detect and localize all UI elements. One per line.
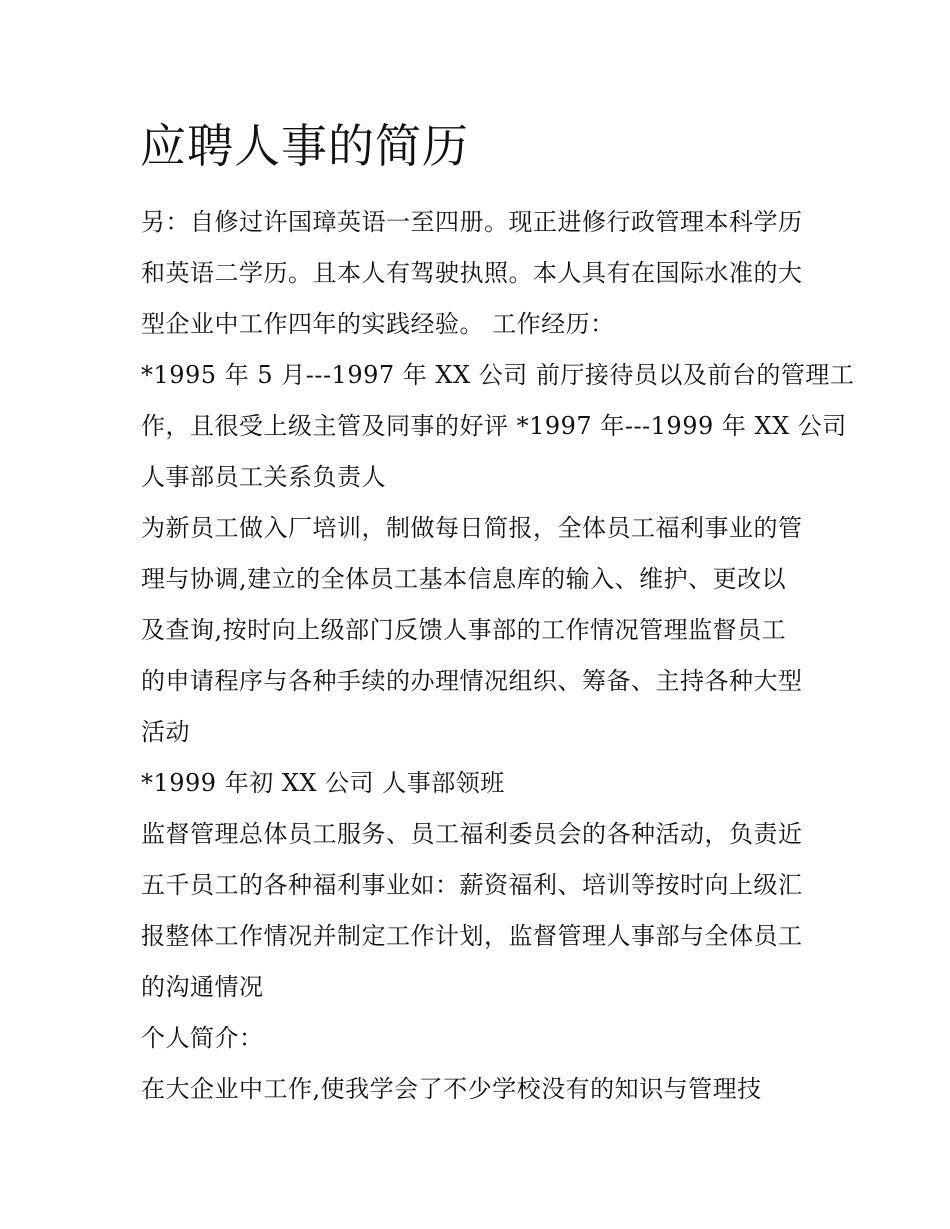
- body-line: 型企业中工作四年的实践经验。 工作经历：: [141, 310, 615, 338]
- body-line: 另：自修过许国璋英语一至四册。现正进修行政管理本科学历: [141, 208, 803, 236]
- body-line: 的申请程序与各种手续的办理情况组织、筹备、主持各种大型: [141, 667, 803, 695]
- body-line: 在大企业中工作,使我学会了不少学校没有的知识与管理技: [141, 1075, 762, 1103]
- body-line: 监督管理总体员工服务、员工福利委员会的各种活动，负责近: [141, 820, 803, 848]
- body-line: 人事部员工关系负责人: [141, 463, 386, 491]
- body-line: 的沟通情况: [141, 973, 264, 1001]
- body-line: 报整体工作情况并制定工作计划，监督管理人事部与全体员工: [141, 922, 803, 950]
- body-line: 作，且很受上级主管及同事的好评 *1997 年---1999 年 XX 公司: [141, 412, 847, 440]
- body-line: *1995 年 5 月---1997 年 XX 公司 前厅接待员以及前台的管理工: [141, 361, 855, 389]
- body-line: 及查询,按时向上级部门反馈人事部的工作情况管理监督员工: [141, 616, 787, 644]
- body-line: 为新员工做入厂培训，制做每日简报，全体员工福利事业的管: [141, 514, 803, 542]
- body-line: 和英语二学历。且本人有驾驶执照。本人具有在国际水准的大: [141, 259, 803, 287]
- document-body: [141, 197, 855, 1115]
- body-line: 五千员工的各种福利事业如：薪资福利、培训等按时向上级汇: [141, 871, 803, 899]
- body-line: 活动: [141, 718, 190, 746]
- body-line: 个人简介：: [141, 1024, 264, 1052]
- body-line: 理与协调,建立的全体员工基本信息库的输入、维护、更改以: [141, 565, 787, 593]
- document-title: 应聘人事的简历: [140, 119, 469, 173]
- body-line: *1999 年初 XX 公司 人事部领班: [141, 769, 505, 797]
